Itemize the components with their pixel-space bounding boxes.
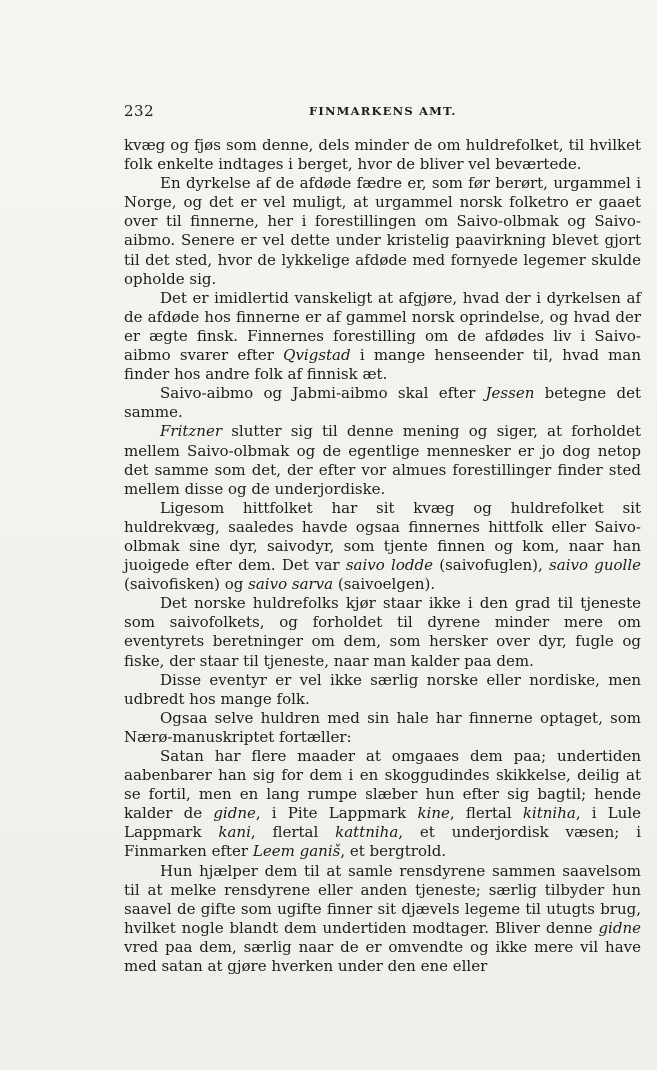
text-run: Ogsaa selve huldren med sin hale har finnerne optaget, som Nærø-manuskriptet fortæller: (124, 708, 641, 746)
italic-term: saivo lodde (345, 556, 433, 575)
italic-term: kitniha (522, 804, 576, 823)
text-run: vred paa dem, særlig naar de er omvendte og ikke mere vil have med satan at gjøre hverken under den ene eller (124, 937, 641, 976)
italic-term: kattniha (335, 823, 399, 842)
paragraph (124, 136, 641, 174)
text-run: slutter sig til denne mening og siger, at forholdet mellem Saivo-olbmak og de egentlige mennesker er jo dog netop det samme som det, der efter vor almues forestillinger finder sted mellem disse og de underjordiske. (124, 422, 641, 498)
text-run: , et bergtrold. (340, 842, 447, 861)
paragraph (124, 862, 641, 977)
italic-term: gidne (213, 804, 256, 823)
italic-term: Jessen (485, 384, 535, 403)
italic-term: ganiš (299, 842, 341, 861)
text-run: Disse eventyr er vel ikke særlig norske eller nordiske, men udbredt hos mange folk. (124, 670, 641, 708)
text-run: (saivofuglen), (432, 556, 550, 575)
text-run: , flertal (250, 823, 336, 842)
italic-term: saivo sarva (248, 575, 334, 594)
italic-term: saivo guolle (549, 556, 642, 575)
paragraph (124, 671, 641, 709)
italic-term: gidne (598, 918, 641, 937)
text-run: Hun hjælper dem til at samle rensdyrene sammen saavelsom til at melke rensdyrene eller anden tjeneste; særlig tilbyder hun saavel de gifte som ugifte finner sit djævels legeme til utugts brug, hvilket nogle blandt dem undertiden modtager. Bliver denne (124, 861, 641, 937)
text-run: Satan har flere maader at omgaaes dem paa; undertiden aabenbarer han sig for dem i en skoggudindes skikkelse, deilig at se fortil, men en lang rumpe slæber hun efter sig bagtil; hende kalder de (124, 747, 641, 823)
text-run: Saivo-aibmo og Jabmi-aibmo skal efter (160, 384, 486, 403)
text-run: i mange henseender til, hvad man finder hos andre folk af finnisk æt. (124, 346, 641, 384)
italic-term: kani (218, 823, 251, 842)
paragraph (124, 174, 641, 289)
paragraph (124, 499, 641, 594)
text-run: , et underjordisk væsen; i Finmarken efter (124, 823, 641, 861)
paragraph (124, 289, 641, 384)
text-run: , i Lule Lappmark (124, 804, 642, 842)
text-run: Ligesom hittfolket har sit kvæg og huldrefolket sit huldrekvæg, saaledes havde ogsaa finnernes hittfolk eller Saivo-olbmak sine dyr, saivodyr, som tjente finnen og kom, naar han juoigede efter dem. Det var (124, 498, 641, 575)
paragraph (124, 422, 641, 498)
text-run: En dyrkelse af de afdøde fædre er, som før berørt, urgammel i Norge, og det er vel muligt, at urgammel norsk folketro er gaaet over til finnerne, her i forestillingen om Saivo-olbmak og Saivo-aibmo. Senere er vel dette under kristelig paavirkning blevet gjort til det sted, hvor de lykkelige afdøde med fornyede legemer skulde opholde sig. (124, 174, 641, 288)
running-title: FINMARKENS AMT. (309, 104, 457, 118)
italic-term: Leem (252, 842, 295, 861)
text-run: kvæg og fjøs som denne, dels minder de om huldrefolket, til hvilket folk enkelte indtages i berget, hvor de bliver vel beværtede. (124, 136, 641, 174)
page-header (124, 102, 639, 122)
body-text (124, 136, 641, 976)
paragraph (124, 594, 641, 670)
page-number: 232 (124, 102, 155, 120)
paragraph (124, 709, 641, 747)
text-run: (saivoelgen). (333, 575, 436, 594)
text-run: Det norske huldrefolks kjør staar ikke i den grad til tjeneste som saivofolkets, og forholdet til dyrene minder mere om eventyrets beretninger om dem, som hersker over dyr, fugle og fiske, der staar til tjeneste, naar man kalder paa dem. (124, 594, 641, 670)
italic-term: kine (417, 804, 450, 823)
quoted-paragraph (124, 747, 641, 862)
italic-term: Qvigstad (283, 346, 351, 365)
text-run: , i Pite Lappmark (255, 804, 418, 823)
text-run: Det er imidlertid vanskeligt at afgjøre, hvad der i dyrkelsen af de afdøde hos finnerne er af gammel norsk oprindelse, og hvad der er ægte finsk. Finnernes forestilling om de afdødes liv i Saivo-aibmo svarer efter (124, 288, 641, 365)
italic-term: Fritzner (160, 422, 223, 441)
text-run: , flertal (449, 804, 523, 823)
text-run: (saivofisken) og (124, 575, 249, 594)
paragraph (124, 384, 641, 422)
text-run: betegne det samme. (124, 384, 641, 422)
